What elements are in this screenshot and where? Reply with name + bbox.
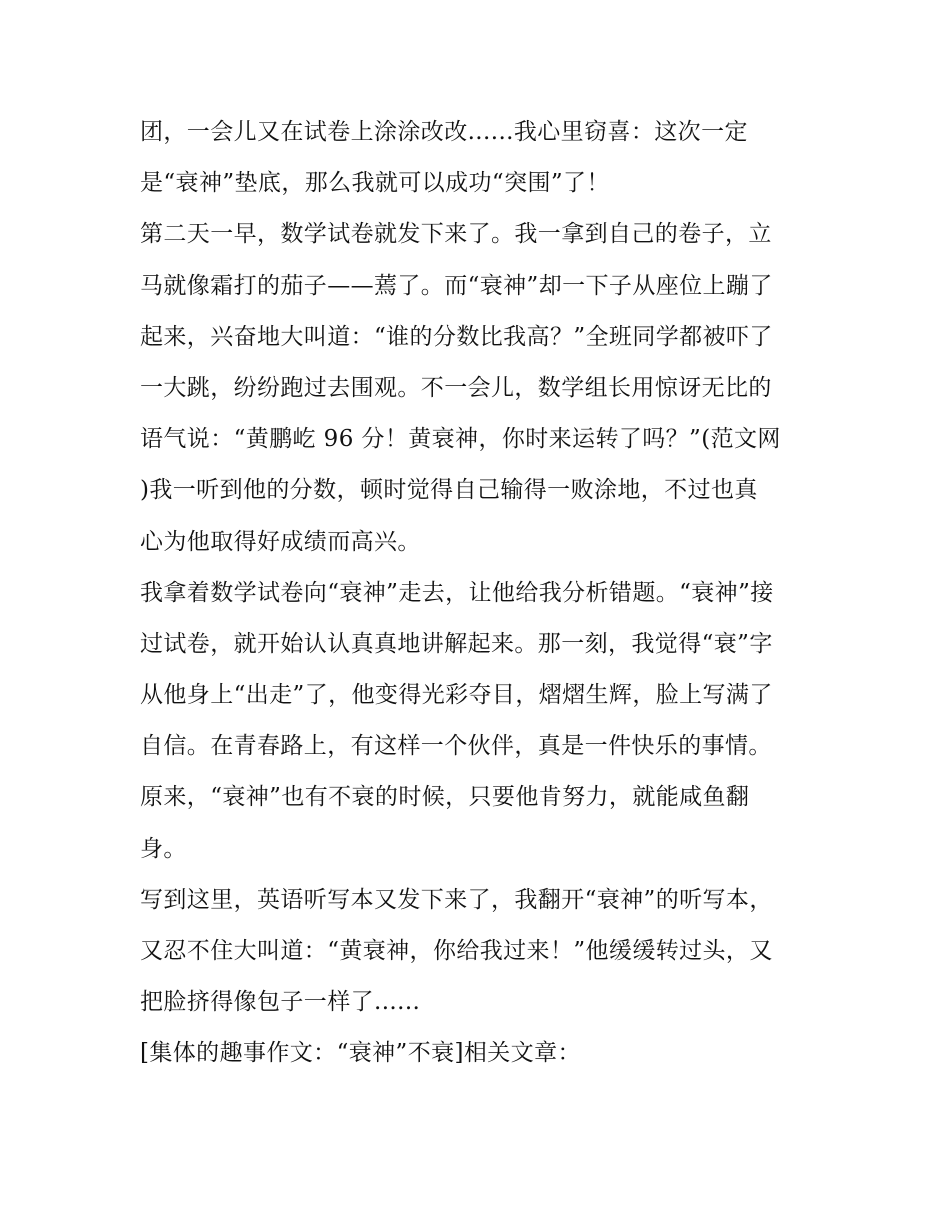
text-line: )我一听到他的分数，顿时觉得自己输得一败涂地，不过也真 xyxy=(140,477,758,504)
text-line: 语气说：“黄鹏屹 96 分！黄衰神，你时来运转了吗？”(范文网 xyxy=(140,426,781,453)
text-line: 过试卷，就开始认认真真地讲解起来。那一刻，我觉得“衰”字 xyxy=(140,630,773,657)
text-line: 起来，兴奋地大叫道：“谁的分数比我高？”全班同学都被吓了 xyxy=(140,323,773,350)
text-line: 从他身上“出走”了，他变得光彩夺目，熠熠生辉，脸上写满了 xyxy=(140,682,773,709)
text-line: 把脸挤得像包子一样了...... xyxy=(140,989,421,1016)
text-line: 是“衰神”垫底，那么我就可以成功“突围”了！ xyxy=(140,170,610,197)
text-line: 又忍不住大叫道：“黄衰神，你给我过来！”他缓缓转过头，又 xyxy=(140,938,773,964)
related-articles-heading: [集体的趣事作文：“衰神”不衰]相关文章： xyxy=(140,1040,581,1067)
text-line: 写到这里，英语听写本又发下来了，我翻开“衰神”的听写本， xyxy=(140,886,773,913)
text-line: 团，一会儿又在试卷上涂涂改改......我心里窃喜：这次一定 xyxy=(140,119,748,145)
text-line: 马就像霜打的茄子——蔫了。而“衰神”却一下子从座位上蹦了 xyxy=(140,272,773,299)
text-line: 心为他取得好成绩而高兴。 xyxy=(140,528,421,555)
text-line: 原来，“衰神”也有不衰的时候，只要他肯努力，就能咸鱼翻 xyxy=(140,784,750,811)
text-line: 第二天一早，数学试卷就发下来了。我一拿到自己的卷子，立 xyxy=(140,221,772,248)
text-line: 身。 xyxy=(140,835,187,862)
text-line: 一大跳，纷纷跑过去围观。不一会儿，数学组长用惊讶无比的 xyxy=(140,374,772,401)
essay-text xyxy=(140,107,820,1080)
text-line: 自信。在青春路上，有这样一个伙伴，真是一件快乐的事情。 xyxy=(140,733,772,760)
text-line: 我拿着数学试卷向“衰神”走去，让他给我分析错题。“衰神”接 xyxy=(140,579,774,606)
